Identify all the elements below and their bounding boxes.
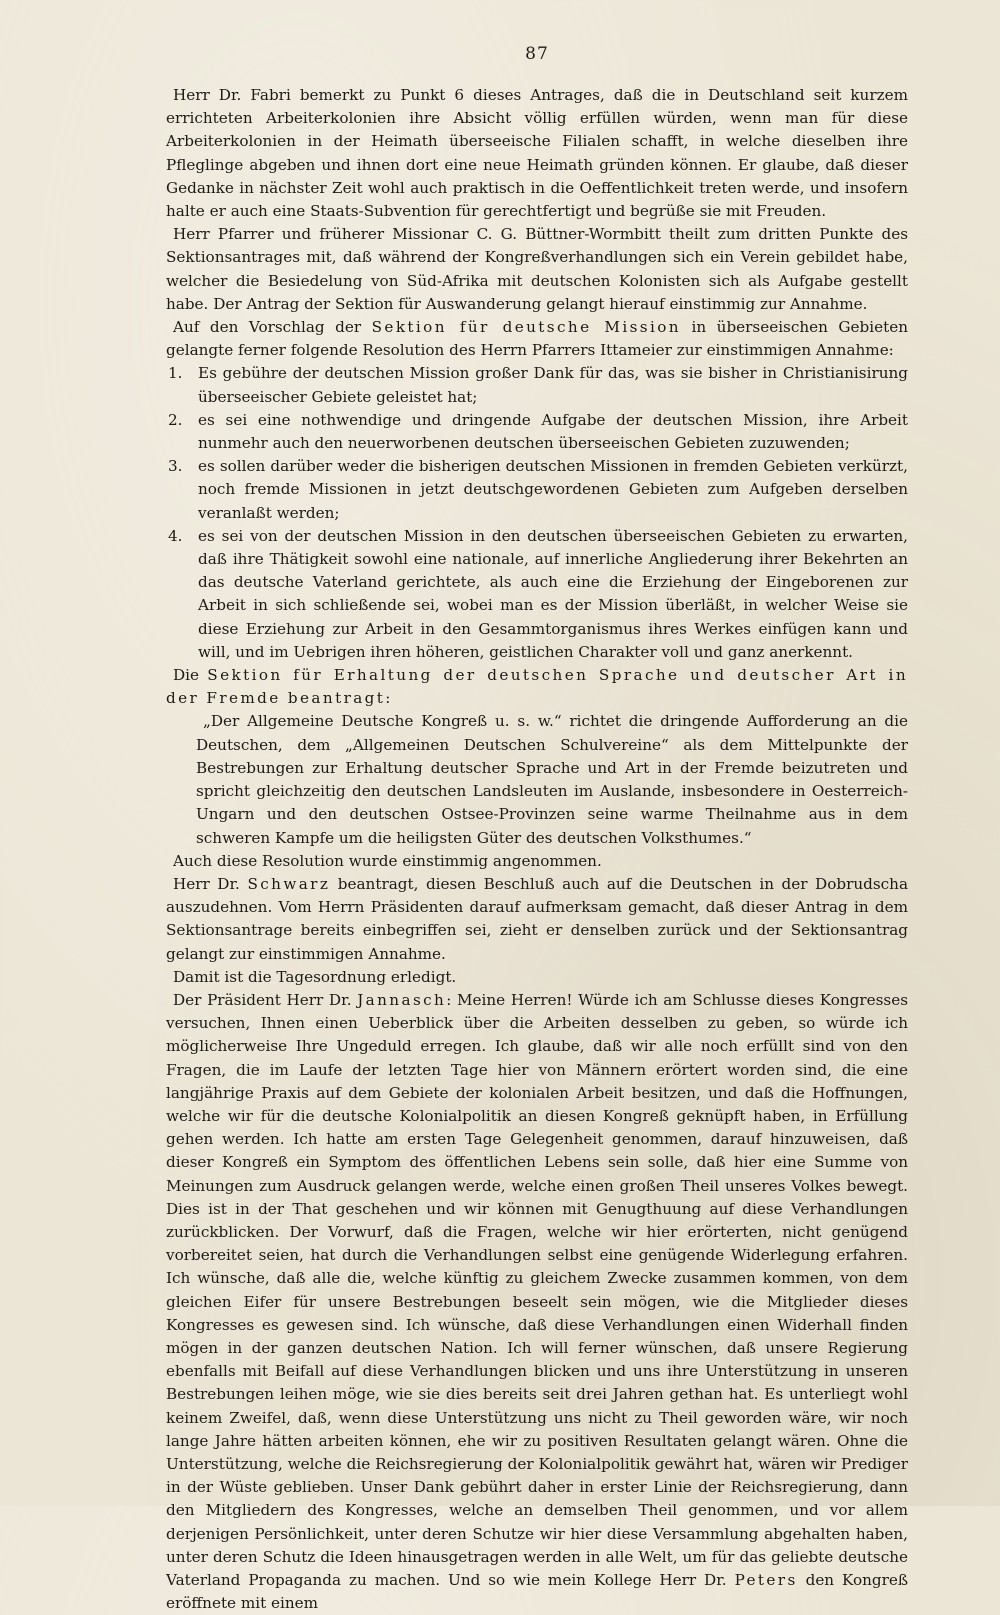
list-item: 1. Es gebühre der deutschen Mission großer Dank für das, was sie bisher in Christianisirung überseeischer Gebiete geleistet hat; [168, 364, 908, 406]
speaker-name-peters: Peters [734, 1571, 798, 1589]
resolution-list [166, 362, 908, 664]
page-number: 87 [525, 44, 549, 64]
speaker-name-jannasch: Jannasch [357, 990, 447, 1009]
section-name-mission: Sektion für deutsche Mission [371, 318, 681, 337]
list-item: 3. es sollen darüber weder die bisherigen deutschen Missionen in fremden Gebieten verkürzt, noch fremde Missionen in jetzt deutschgewordenen Gebieten zum Aufgeben derselben veranlaßt werden; [168, 457, 908, 522]
paragraph-mission-intro: Auf den Vorschlag der Sektion für deutsche Mission in überseeischen Gebieten gelangte ferner folgende Resolution des Herrn Pfarrers Ittameier zur einstimmigen Annahme: [166, 318, 908, 360]
body-text [166, 84, 908, 1615]
paragraph-adopted: Auch diese Resolution wurde einstimmig angenommen. [173, 851, 602, 870]
list-item: 2. es sei eine nothwendige und dringende Aufgabe der deutschen Mission, ihre Arbeit nunmehr auch den neuerworbenen deutschen überseeischen Gebieten zuzuwenden; [168, 410, 908, 453]
paragraph-language-section: Die Sektion für Erhaltung der deutschen Sprache und deutscher Art in der Fremde beantragt: [166, 666, 908, 708]
paragraph-schwarz: Herr Dr. Schwarz beantragt, diesen Beschluß auch auf die Deutschen in der Dobrudscha auszudehnen. Vom Herrn Präsidenten darauf aufmerksam gemacht, daß dieser Antrag in dem Sektionsantrage bereits einbegriffen sei, zieht er denselben zurück und der Sektionsantrag gelangt zur einstimmigen Annahme. [166, 874, 908, 963]
paragraph-jannasch-speech: Der Präsident Herr Dr. Jannasch: Meine Herren! Würde ich am Schlusse dieses Kongresses versuchen, Ihnen einen Ueberblick über die Arbeiten desselben zu geben, so würde ich möglicherweise Ihre Ungeduld erregen. Ich glaube, daß wir alle noch erfüllt sind von den Fragen, die im Laufe der letzten Tage hier von Männern erörtert worden sind, die eine langjährige Praxis auf dem Gebiete der kolonialen Arbeit besitzen, und daß die Hoffnungen, welche wir für die deutsche Kolonialpolitik an diesen Kongreß geknüpft haben, in Erfüllung gehen werden. Ich hatte am ersten Tage Gelegenheit genommen, darauf hinzuweisen, daß dieser Kongreß ein Symptom des öffentlichen Lebens sein solle, daß hier eine Summe von Meinungen zum Ausdruck gelangen werde, welche einen großen Theil unseres Volkes bewegt. Dies ist in der That geschehen und wir können mit Genugthuung auf diese Verhandlungen zurückblicken. Der Vorwurf, daß die Fragen, welche wir hier erörterten, nicht genügend vorbereitet seien, hat durch die Verhandlungen selbst eine genügende Widerlegung erfahren. Ich wünsche, daß alle die, welche künftig zu gleichem Zwecke zusammen kommen, von dem gleichen Eifer für unsere Bestrebungen beseelt sein mögen, wie die Mitglieder dieses Kongresses es gewesen sind. Ich wünsche, daß diese Verhandlungen einen Widerhall finden mögen in der ganzen deutschen Nation. Ich will ferner wünschen, daß unsere Regierung ebenfalls mit Beifall auf diese Verhandlungen blicken und uns ihre Unterstützung in unseren Bestrebungen leihen möge, wie sie dies bereits seit drei Jahren gethan hat. Es unterliegt wohl keinem Zweifel, daß, wenn diese Unterstützung uns nicht zu Theil geworden wäre, wir noch lange Jahre hätten arbeiten können, ehe wir zu positiven Resultaten gelangt wären. Ohne die Unterstützung, welche die Reichsregierung der Kolonialpolitik gewährt hat, wären wir Prediger in der Wüste geblieben. Unser Dank gebührt daher in erster Linie der Reichsregierung, dann den Mitgliedern des Kongresses, welche an demselben Theil genommen, und vor allem derjenigen Persönlichkeit, unter deren Schutze wir hier diese Versammlung abgehalten haben, unter deren Schutz die Ideen hinausgetragen werden in alle Welt, um für das geliebte deutsche Vaterland Propaganda zu machen. Und so wie mein Kollege Herr Dr. Peters den Kongreß eröffnete mit einem [166, 990, 909, 1613]
paragraph-buettner: Herr Pfarrer und früherer Missionar C. G. Büttner-Wormbitt theilt zum dritten Punkte des Sektionsantrages mit, daß während der Kongreßverhandlungen sich ein Verein gebildet habe, welcher die Besiedelung von Süd-Afrika mit deutschen Kolonisten sich als Aufgabe gestellt habe. Der Antrag der Sektion für Auswanderung gelangt hierauf einstimmig zur Annahme. [166, 225, 908, 313]
speaker-name-schwarz: Schwarz [247, 874, 331, 893]
paragraph-fabri: Herr Dr. Fabri bemerkt zu Punkt 6 dieses Antrages, daß die in Deutschland seit kurzem errichteten Arbeiterkolonien ihre Absicht völlig erfüllen würden, wenn man für diese Arbeiterkolonien in der Heimath überseeische Filialen schafft, in welche dieselben ihre Pfleglinge abgeben und ihnen dort eine neue Heimath gründen können. Er glaube, daß dieser Gedanke in nächster Zeit wohl auch praktisch in die Oeffentlichkeit treten werde, und insofern halte er auch eine Staats-Subvention für gerechtfertigt und begrüße sie mit Freuden. [166, 86, 908, 221]
quoted-resolution: „Der Allgemeine Deutsche Kongreß u. s. w.“ richtet die dringende Aufforderung an die Deutschen, dem „Allgemeinen Deutschen Schulvereine“ als dem Mittelpunkte der Bestrebungen zur Erhaltung deutscher Sprache und Art in der Fremde beizutreten und spricht gleichzeitig den deutschen Landsleuten im Auslande, insbesondere in Oesterreich-Ungarn und den deutschen Ostsee-Provinzen seine warme Theilnahme aus in dem schweren Kampfe um die heiligsten Güter des deutschen Volksthumes.“ [196, 712, 908, 847]
paragraph-agenda-done: Damit ist die Tagesordnung erledigt. [173, 967, 457, 986]
section-name-language: Sektion für Erhaltung der deutschen Sprache und deutscher Art in der Fremde beantragt: [166, 666, 908, 708]
list-item: 4. es sei von der deutschen Mission in den deutschen überseeischen Gebieten zu erwarten, daß ihre Thätigkeit sowohl eine nationale, auf innerliche Angliederung ihrer Bekehrten an das deutsche Vaterland gerichtete, als auch eine die Erziehung der Eingeborenen zur Arbeit in sich schließende sei, wobei man es der Mission überläßt, in welcher Weise sie diese Erziehung zur Arbeit in den Gesammtorganismus ihres Werkes einfügen kann und will, und im Uebrigen ihren höheren, geistlichen Charakter voll und ganz anerkennt. [168, 526, 908, 661]
